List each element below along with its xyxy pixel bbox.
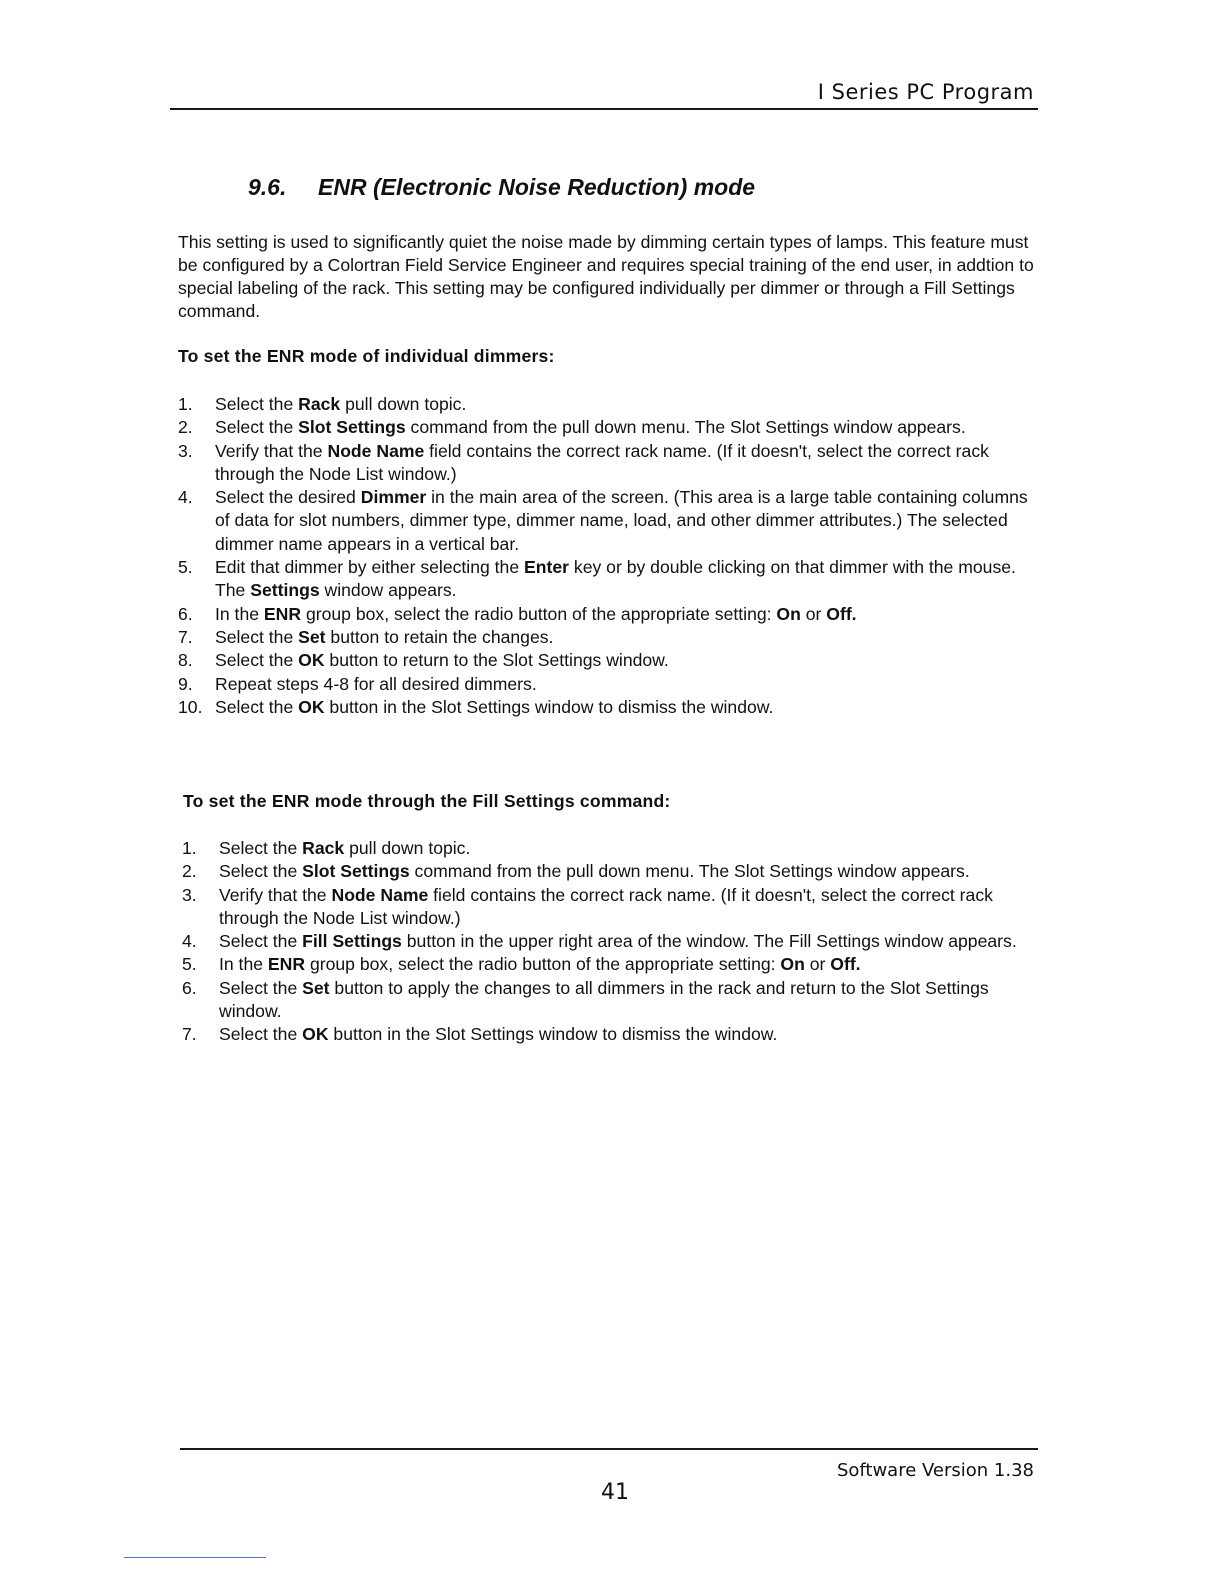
procedure1-step <box>178 649 1038 672</box>
step-number: 1. <box>178 394 193 414</box>
procedure2-heading: To set the ENR mode through the Fill Settings command: <box>183 791 671 811</box>
step-number: 2. <box>182 861 197 882</box>
software-version: Software Version 1.38 <box>836 1460 1034 1481</box>
step-number: 4. <box>178 487 193 508</box>
step-text: Select the Fill Settings button in the upper right area of the window. The Fill Settings window appears. <box>219 931 1017 952</box>
step-text: Select the Rack pull down topic. <box>219 838 471 858</box>
procedure2-step <box>182 884 1042 931</box>
step-text: Verify that the Node Name field contains the correct rack name. (If it doesn't, select the correct rack through the Node List window.) <box>219 884 993 928</box>
step-text: Select the OK button to return to the Slot Settings window. <box>215 650 669 671</box>
step-text: Select the Rack pull down topic. <box>215 394 467 414</box>
bottom-link-line <box>124 1557 266 1558</box>
step-number: 5. <box>182 954 197 975</box>
step-number: 7. <box>182 1024 197 1045</box>
step-text: Edit that dimmer by either selecting the Enter key or by double clicking on that dimmer with the mouse. The Settings window appears. <box>215 557 1016 601</box>
step-number: 6. <box>178 603 193 624</box>
step-number: 5. <box>178 557 193 578</box>
step-text: Select the OK button in the Slot Settings window to dismiss the window. <box>215 696 774 717</box>
step-text: Repeat steps 4-8 for all desired dimmers. <box>215 673 537 694</box>
step-text: In the ENR group box, select the radio button of the appropriate setting: On or Off. <box>215 603 857 624</box>
step-text: Verify that the Node Name field contains the correct rack name. (If it doesn't, select the correct rack through the Node List window.) <box>215 440 989 484</box>
procedure2-step <box>182 930 1042 953</box>
procedure1-step <box>178 603 1038 626</box>
procedure2-step <box>182 977 1042 1024</box>
section-title-text: ENR (Electronic Noise Reduction) mode <box>318 174 756 200</box>
procedure1-step <box>178 440 1038 487</box>
intro-paragraph: This setting is used to significantly quiet the noise made by dimming certain types of lamps. This feature must be configured by a Colortran Field Service Engineer and requires special training of the end user, in addtion to special labeling of the rack. This setting may be configured individually per dimmer or through a Fill Settings command. <box>178 232 1034 321</box>
step-text: Select the desired Dimmer in the main area of the screen. (This area is a large table containing columns of data for slot numbers, dimmer type, dimmer name, load, and other dimmer attributes.) The selected dimmer name appears in a vertical bar. <box>215 487 1028 554</box>
procedure1-step <box>178 626 1038 649</box>
header-rule <box>170 108 1038 110</box>
section-number: 9.6. <box>248 174 287 200</box>
procedure1-heading: To set the ENR mode of individual dimmers: <box>178 346 555 366</box>
procedure2-step <box>182 860 1042 883</box>
step-text: Select the Set button to retain the changes. <box>215 626 554 647</box>
step-text: Select the Slot Settings command from the pull down menu. The Slot Settings window appears. <box>215 417 966 438</box>
page-number: 41 <box>601 1480 629 1505</box>
section-title <box>248 174 755 201</box>
procedure2-step <box>182 1023 1042 1046</box>
step-number: 3. <box>178 440 193 461</box>
procedure1-step <box>178 416 1038 439</box>
procedure2-step <box>182 953 1042 976</box>
step-number: 7. <box>178 626 193 647</box>
step-number: 9. <box>178 673 193 694</box>
step-number: 1. <box>182 838 197 858</box>
step-number: 4. <box>182 931 197 952</box>
step-text: Select the Set button to apply the changes to all dimmers in the rack and return to the Slot Settings window. <box>219 977 989 1022</box>
procedure1-step <box>178 673 1038 696</box>
step-text: In the ENR group box, select the radio button of the appropriate setting: On or Off. <box>219 954 861 975</box>
step-text: Select the OK button in the Slot Settings window to dismiss the window. <box>219 1024 778 1045</box>
step-number: 3. <box>182 884 197 905</box>
procedure1-step <box>178 556 1038 603</box>
step-number: 8. <box>178 650 193 671</box>
running-header: I Series PC Program <box>817 80 1034 104</box>
footer-rule <box>180 1448 1038 1450</box>
procedure1-steps <box>178 393 1038 719</box>
procedure2-step <box>182 837 1042 860</box>
step-number: 2. <box>178 417 193 438</box>
procedure1-step <box>178 393 1038 416</box>
procedure2-steps <box>182 837 1042 1047</box>
step-text: Select the Slot Settings command from the pull down menu. The Slot Settings window appears. <box>219 861 970 882</box>
step-number: 10. <box>178 696 203 717</box>
procedure1-step <box>178 486 1038 556</box>
step-number: 6. <box>182 977 197 998</box>
procedure1-step <box>178 696 1038 719</box>
